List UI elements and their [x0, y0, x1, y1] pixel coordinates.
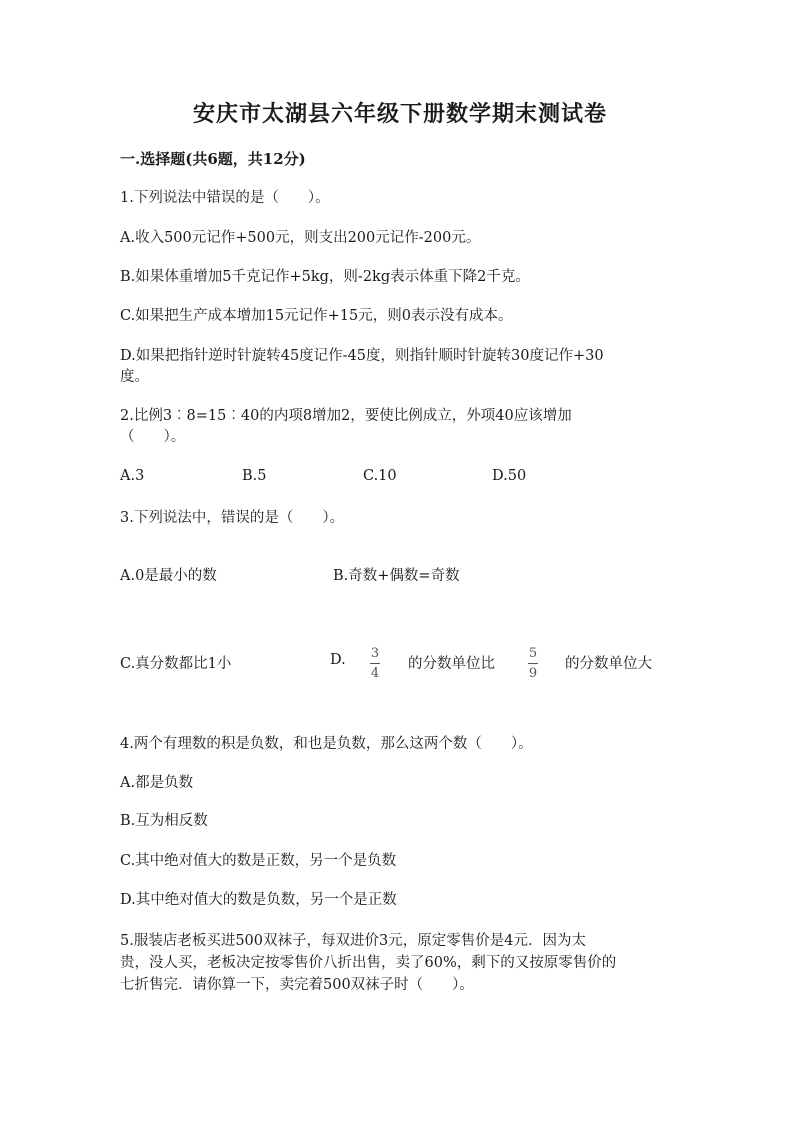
fraction-numerator: 5 — [528, 646, 538, 661]
fraction-bar — [528, 663, 538, 664]
question-3-option-d-mid: 的分数单位比 — [408, 656, 495, 672]
question-2-option-a: A.3 — [120, 468, 145, 484]
question-4-option-d: D.其中绝对值大的数是负数，另一个是正数 — [120, 892, 397, 908]
question-5-stem-line-2: 贵，没人买，老板决定按零售价八折出售，卖了60%，剩下的又按原零售价的 — [120, 955, 617, 971]
question-1-stem: 1.下列说法中错误的是（ ）。 — [120, 190, 330, 206]
fraction-denominator: 4 — [370, 666, 380, 681]
question-2-option-b: B.5 — [242, 468, 267, 484]
question-3-option-b: B.奇数+偶数=奇数 — [333, 568, 460, 584]
question-1-option-d: D.如果把指针逆时针旋转45度记作-45度，则指针顺时针旋转30度记作+30 — [120, 348, 604, 364]
fraction-three-quarters — [370, 646, 380, 681]
question-4-option-b: B.互为相反数 — [120, 813, 208, 829]
question-3-stem: 3.下列说法中，错误的是（ ）。 — [120, 510, 345, 526]
question-2-option-c: C.10 — [363, 468, 397, 484]
question-1-option-a: A.收入500元记作+500元，则支出200元记作-200元。 — [120, 230, 481, 246]
fraction-denominator: 9 — [528, 666, 538, 681]
question-1-option-b: B.如果体重增加5千克记作+5kg，则-2kg表示体重下降2千克。 — [120, 269, 530, 285]
question-4-option-a: A.都是负数 — [120, 775, 194, 791]
question-3-option-a: A.0是最小的数 — [120, 568, 217, 584]
question-2-option-d: D.50 — [492, 468, 527, 484]
question-3-option-d-end: 的分数单位大 — [565, 656, 652, 672]
question-2-stem: 2.比例3︰8=15︰40的内项8增加2，要使比例成立，外项40应该增加 — [120, 408, 572, 424]
question-1-option-d-cont: 度。 — [120, 369, 149, 385]
fraction-numerator: 3 — [370, 646, 380, 661]
question-5-stem-line-3: 七折售完．请你算一下，卖完着500双袜子时（ ）。 — [120, 977, 474, 993]
fraction-bar — [370, 663, 380, 664]
question-1-option-c: C.如果把生产成本增加15元记作+15元，则0表示没有成本。 — [120, 308, 513, 324]
question-3-option-d-label: D. — [330, 652, 346, 668]
fraction-five-ninths — [528, 646, 538, 681]
question-2-stem-cont: （ ）。 — [120, 429, 186, 445]
page-title: 安庆市太湖县六年级下册数学期末测试卷 — [192, 101, 607, 127]
question-4-option-c: C.其中绝对值大的数是正数，另一个是负数 — [120, 853, 397, 869]
section-heading: 一.选择题(共6题，共12分) — [120, 150, 306, 168]
question-5-stem-line-1: 5.服装店老板买进500双袜子，每双进价3元，原定零售价是4元．因为太 — [120, 933, 586, 949]
question-3-option-c: C.真分数都比1小 — [120, 656, 232, 672]
question-4-stem: 4.两个有理数的积是负数，和也是负数，那么这两个数（ ）。 — [120, 736, 533, 752]
